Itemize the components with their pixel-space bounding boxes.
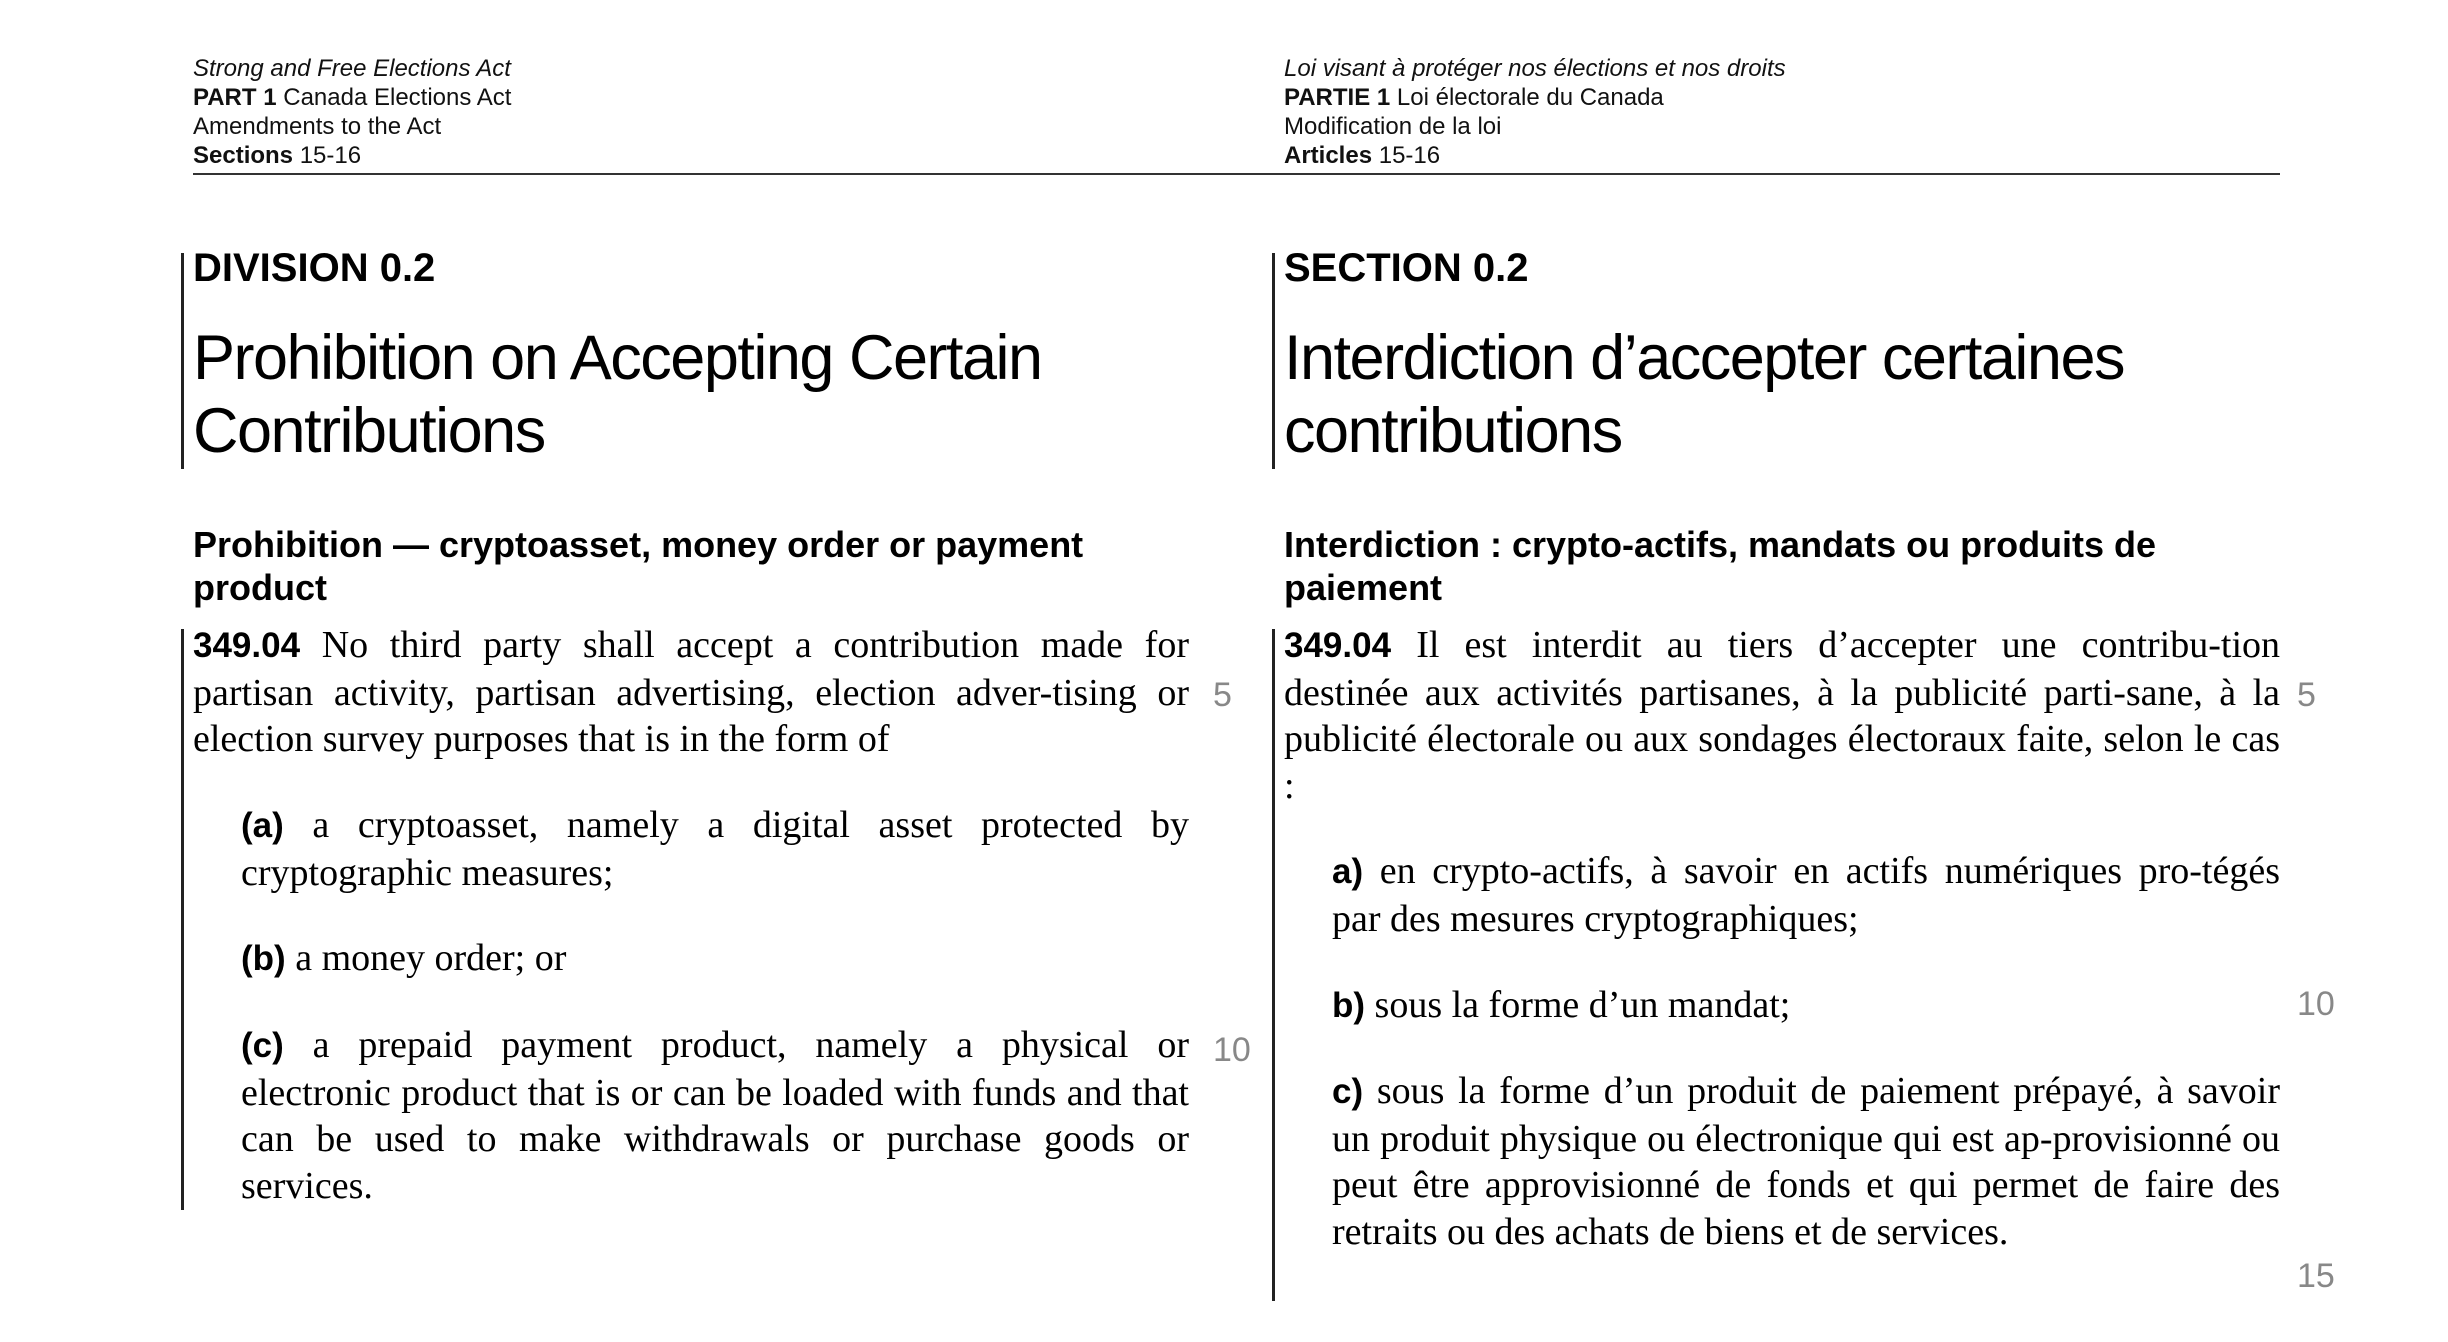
part-line <box>193 83 1189 112</box>
marginal-note-line-2: product <box>193 567 327 608</box>
item-a-label: a) <box>1332 852 1364 891</box>
line-number-5-english: 5 <box>1213 676 1232 714</box>
division-label: SECTION 0.2 <box>1284 246 1529 290</box>
division-title-line-2: contributions <box>1284 396 1622 466</box>
header-rule-english <box>193 173 1286 175</box>
section-number: 349.04 <box>193 626 301 665</box>
act-title: Loi visant à protéger nos élections et nos droits <box>1284 55 1786 82</box>
act-title: Strong and Free Elections Act <box>193 55 511 82</box>
item-b-text: a money order; or <box>295 937 567 979</box>
part-name: Canada Elections Act <box>283 84 512 111</box>
item-c-text: sous la forme d’un produit de paiement prépayé, à savoir un produit physique ou électronique qui est ap-provisionné ou peut être approvisionné de fonds et qui permet de faire des retraits ou des achats de biens et de services. <box>1332 1070 2281 1253</box>
subheading: Modification de la loi <box>1284 113 1502 140</box>
item-b-text: sous la forme d’un mandat; <box>1374 984 1791 1026</box>
section-paragraph <box>193 622 1189 763</box>
item-a-text: a cryptoasset, namely a digital asset protected by cryptographic measures; <box>241 804 1189 894</box>
section-bar-french <box>1272 629 1275 1301</box>
marginal-note-line-1: Interdiction : crypto-actifs, mandats ou produits de <box>1284 524 2157 565</box>
division-bar-english <box>181 253 184 469</box>
marginal-note <box>1284 523 2284 609</box>
item-c <box>1332 1068 2280 1255</box>
part-name: Loi électorale du Canada <box>1396 84 1664 111</box>
item-a-text: en crypto-actifs, à savoir en actifs numériques pro-tégés par des mesures cryptographiques; <box>1332 850 2280 940</box>
item-b-label: b) <box>1332 986 1366 1025</box>
item-a <box>241 802 1189 896</box>
section-bar-english <box>181 629 184 1210</box>
item-c <box>241 1022 1189 1209</box>
marginal-note <box>193 523 1193 609</box>
item-b <box>241 935 1189 983</box>
running-header-english <box>193 54 1189 170</box>
division-title-line-2: Contributions <box>193 396 545 466</box>
item-c-label: (c) <box>241 1026 284 1065</box>
section-paragraph <box>1284 622 2280 809</box>
item-c-text: a prepaid payment product, namely a physical or electronic product that is or can be loaded with funds and that can be used to make withdrawals or purchase goods or services. <box>241 1024 1189 1207</box>
part-label: PARTIE 1 <box>1284 84 1391 111</box>
section-text: Il est interdit au tiers d’accepter une contribu-tion destinée aux activités partisanes, à la publicité parti-sane, à la publicité électorale ou aux sondages électoraux faite, selon le cas : <box>1284 624 2280 807</box>
division-bar-french <box>1272 253 1275 469</box>
sections-range: 15-16 <box>1378 142 1441 169</box>
item-b-label: (b) <box>241 939 286 978</box>
part-label: PART 1 <box>193 84 277 111</box>
division-title <box>193 322 1193 468</box>
division-title <box>1284 322 2284 468</box>
sections-line <box>193 141 1189 170</box>
header-rule-french <box>1284 173 2280 175</box>
line-number-10-english: 10 <box>1213 1031 1251 1069</box>
item-b <box>1332 982 2280 1030</box>
division-title-line-1: Interdiction d’accepter certaines <box>1284 323 2124 393</box>
item-c-label: c) <box>1332 1072 1364 1111</box>
part-line <box>1284 83 2280 112</box>
running-header-french <box>1284 54 2280 170</box>
line-number-5-french: 5 <box>2297 676 2316 714</box>
marginal-note-line-1: Prohibition — cryptoasset, money order or payment <box>193 524 1084 565</box>
sections-range: 15-16 <box>299 142 362 169</box>
sections-line <box>1284 141 2280 170</box>
section-text: No third party shall accept a contribution made for partisan activity, partisan advertising, election adver-tising or election survey purposes that is in the form of <box>193 624 1189 760</box>
sections-label: Sections <box>193 142 294 169</box>
line-number-15-french: 15 <box>2297 1257 2335 1295</box>
item-a <box>1332 848 2280 942</box>
item-a-label: (a) <box>241 806 284 845</box>
section-number: 349.04 <box>1284 626 1392 665</box>
subheading: Amendments to the Act <box>193 113 442 140</box>
sections-label: Articles <box>1284 142 1373 169</box>
marginal-note-line-2: paiement <box>1284 567 1443 608</box>
division-label: DIVISION 0.2 <box>193 246 436 290</box>
line-number-10-french: 10 <box>2297 985 2335 1023</box>
division-title-line-1: Prohibition on Accepting Certain <box>193 323 1042 393</box>
